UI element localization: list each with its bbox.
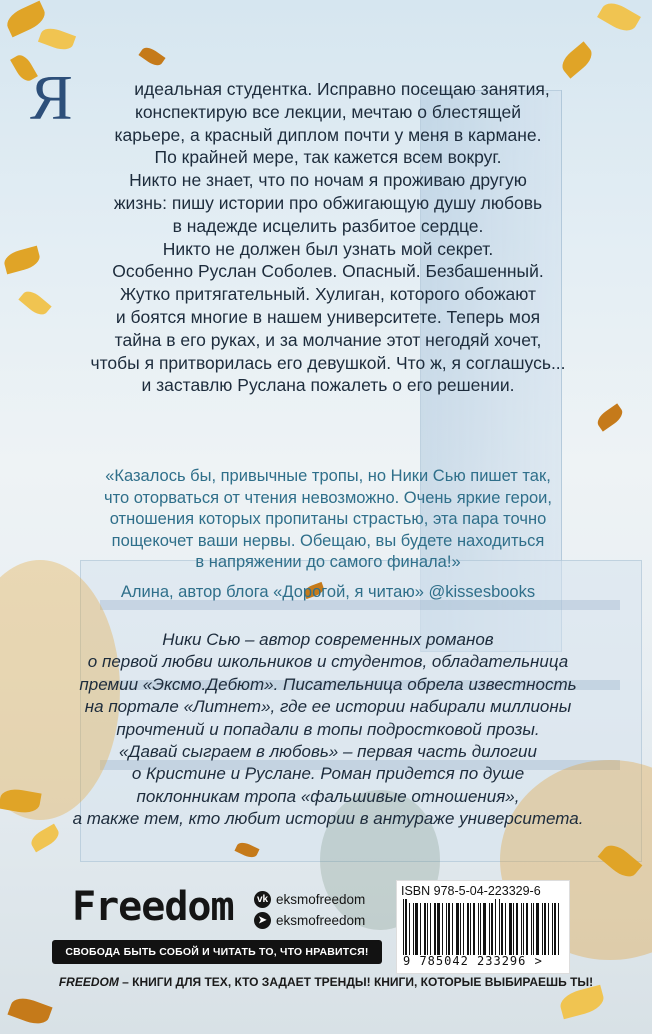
bio-line: а также тем, кто любит истории в антураже университета. <box>72 809 584 829</box>
barcode-bar <box>533 903 534 955</box>
barcode-bar <box>489 903 490 955</box>
leaf-decoration <box>558 41 597 78</box>
slogan-banner: СВОБОДА БЫТЬ СОБОЙ И ЧИТАТЬ ТО, ЧТО НРАВИТСЯ! <box>52 940 382 964</box>
description-line: По крайней мере, так кажется всем вокруг. <box>154 147 502 168</box>
leaf-decoration <box>38 25 76 54</box>
social-handle: eksmofreedom <box>276 913 366 928</box>
description-line: и заставлю Руслана пожалеть о его решении. <box>141 375 515 396</box>
barcode-bar <box>480 903 481 955</box>
bio-line: «Давай сыграем в любовь» – первая часть дилогии <box>119 742 537 762</box>
barcode-bar <box>513 903 514 955</box>
barcode-digits: 9 785042 233296 > <box>403 954 543 968</box>
barcode-bar <box>460 903 461 955</box>
barcode-bar <box>509 903 512 955</box>
barcode <box>403 903 562 955</box>
bio-line: поклонникам тропа «фальшивые отношения», <box>136 786 520 806</box>
tagline-brand: FREEDOM <box>58 975 119 989</box>
barcode-bar <box>542 903 543 955</box>
bio-line: о первой любви школьников и студентов, обладательница <box>87 652 569 672</box>
quote-line: что оторваться от чтения невозможно. Очень яркие герои, <box>104 488 552 507</box>
description-line: и боятся многие в нашем университете. Теперь моя <box>115 306 541 327</box>
leaf-decoration <box>594 403 626 431</box>
barcode-bar <box>403 899 404 955</box>
barcode-bar <box>442 903 443 955</box>
barcode-bar <box>413 903 414 955</box>
bio-line: прочтений и попадали в топы подростковой прозы. <box>116 719 540 739</box>
description-line: чтобы я притворилась его девушкой. Что ж, я соглашусь... <box>90 352 566 373</box>
social-link-vk[interactable] <box>254 891 365 908</box>
description-line: в надежде исцелить разбитое сердце. <box>172 215 484 236</box>
barcode-bar <box>437 903 440 955</box>
leaf-decoration <box>597 0 641 36</box>
barcode-bar <box>552 903 553 955</box>
review-quote <box>28 466 628 574</box>
barcode-bar <box>467 903 469 955</box>
barcode-bar <box>536 903 539 955</box>
barcode-bar <box>405 899 407 955</box>
bio-line: о Кристине и Руслане. Роман придется по душе <box>131 764 525 784</box>
description-line: тайна в его руках, и за молчание этот негодяй хочет, <box>114 329 542 350</box>
barcode-bar <box>430 903 431 955</box>
quote-line: в напряжении до самого финала!» <box>195 553 461 572</box>
barcode-bar <box>526 903 528 955</box>
barcode-bar <box>499 899 500 955</box>
vk-icon: vk <box>254 891 271 908</box>
barcode-bar <box>544 903 546 955</box>
description-line: Никто не должен был узнать мой секрет. <box>162 238 494 259</box>
social-link-telegram[interactable] <box>254 912 365 929</box>
barcode-bar <box>495 899 496 955</box>
barcode-bar <box>415 903 418 955</box>
freedom-logo: Freedom <box>72 884 234 930</box>
quote-line: «Казалось бы, привычные тропы, но Ники Сью пишет так, <box>105 467 551 485</box>
barcode-bar <box>531 903 532 955</box>
barcode-bar <box>523 903 524 955</box>
barcode-bar <box>473 903 475 955</box>
drop-cap: Я <box>30 62 73 133</box>
bio-line: на портале «Литнет», где ее истории набирали миллионы <box>84 697 572 717</box>
description-line: жизнь: пишу истории про обжигающую душу любовь <box>113 192 543 213</box>
leaf-decoration <box>138 44 165 68</box>
tagline-text: – КНИГИ ДЛЯ ТЕХ, КТО ЗАДАЕТ ТРЕНДЫ! КНИГИ, КОТОРЫЕ ВЫБИРАЕШЬ ТЫ! <box>118 975 594 989</box>
description-line: Жутко притягательный. Хулиган, которого обожают <box>119 284 537 305</box>
barcode-bar <box>558 903 559 955</box>
telegram-icon: ➤ <box>254 912 271 929</box>
barcode-bar <box>491 903 493 955</box>
barcode-bar <box>501 903 503 955</box>
barcode-bar <box>521 903 522 955</box>
barcode-bar <box>548 903 549 955</box>
barcode-bar <box>456 903 459 955</box>
barcode-bar <box>424 903 426 955</box>
barcode-bar <box>516 903 518 955</box>
barcode-bar <box>427 903 428 955</box>
isbn-barcode-box <box>396 880 570 974</box>
barcode-bar <box>420 903 421 955</box>
barcode-bar <box>478 903 479 955</box>
barcode-bar <box>554 903 556 955</box>
leaf-decoration <box>558 985 607 1020</box>
author-bio <box>28 629 628 831</box>
bio-line: премии «Эксмо.Дебют». Писательница обрела известность <box>79 674 577 694</box>
bio-line: Ники Сью – автор современных романов <box>162 630 494 649</box>
description-line: конспектирую все лекции, мечтаю о блестящей <box>134 101 522 122</box>
description-line: карьере, а красный диплом почти у меня в кармане. <box>114 124 542 145</box>
barcode-bar <box>434 903 436 955</box>
quote-line: отношения которых пропитаны страстью, эта пара точно <box>109 510 547 529</box>
barcode-bar <box>448 903 450 955</box>
book-description <box>28 78 628 397</box>
social-handle: eksmofreedom <box>276 892 366 907</box>
quote-line: пощекочет ваши нервы. Обещаю, вы будете находиться <box>111 531 545 550</box>
barcode-bar <box>409 903 410 955</box>
barcode-bar <box>463 903 464 955</box>
isbn-number: ISBN 978-5-04-223329-6 <box>401 884 541 898</box>
barcode-bar <box>446 903 447 955</box>
barcode-bar <box>505 903 506 955</box>
description-line: идеальная студентка. Исправно посещаю занятия, <box>134 79 550 99</box>
barcode-bar <box>452 903 453 955</box>
barcode-bar <box>470 903 471 955</box>
publisher-tagline <box>0 975 652 989</box>
description-line: Особенно Руслан Соболев. Опасный. Безбашенный. <box>112 261 544 282</box>
barcode-bar <box>483 903 486 955</box>
quote-attribution: Алина, автор блога «Дорогой, я читаю» @kissesbooks <box>120 583 536 601</box>
leaf-decoration <box>7 994 52 1028</box>
description-line: Никто не знает, что по ночам я проживаю другую <box>129 170 527 191</box>
